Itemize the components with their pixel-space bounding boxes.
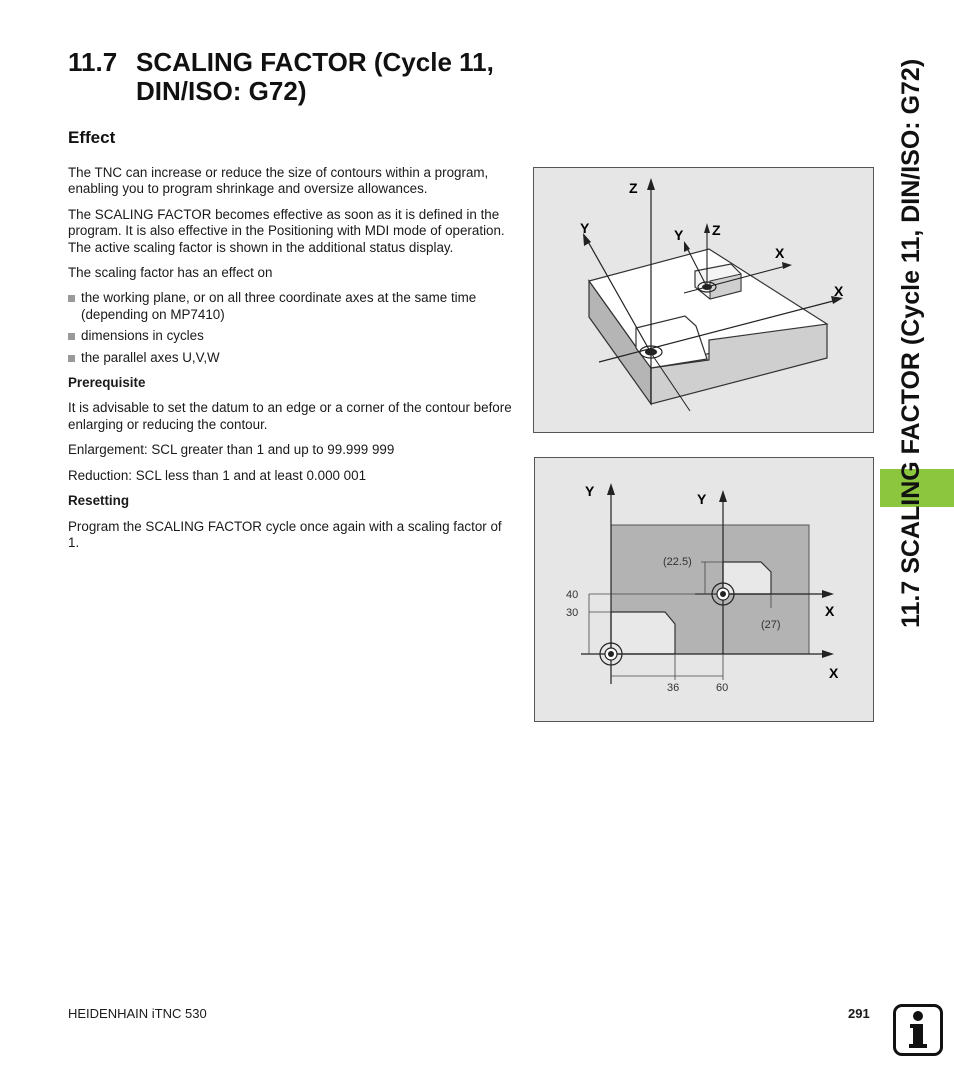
bullet-item [68,290,513,323]
info-glyph [896,1007,940,1053]
label-y-small: Y [697,491,707,507]
chapter-side-title: 11.7 SCALING FACTOR (Cycle 11, DIN/ISO: G72) [897,58,925,628]
x2-axis-arrow [822,590,834,598]
label-x: X [834,283,844,299]
label-x: X [829,665,839,681]
tick-label-30: 30 [566,607,579,619]
bullet-text: the working plane, or on all three coordinate axes at the same time (depending on MP7410) [81,290,477,322]
page-number: 291 [848,1006,870,1021]
label-y: Y [585,483,595,499]
z-axis-arrow [647,178,655,190]
paragraph: Program the SCALING FACTOR cycle once again with a scaling factor of 1. [68,518,502,550]
tick-label-60: 60 [716,682,729,694]
y2-axis-arrow [719,490,727,502]
paragraph: The SCALING FACTOR becomes effective as soon as it is defined in the program. It is also effective in the Positioning with MDI mode of operation. The active scaling factor is shown in the additional status display. [68,206,505,255]
subheading-prerequisite: Prerequisite [68,375,146,391]
bullet-item [68,350,513,366]
figure-2d-svg [535,458,873,721]
datum-center-scaled [720,591,726,597]
title-line-2: DIN/ISO: G72) [136,76,307,106]
small-z-arrow [704,223,710,233]
y-axis-arrow [607,483,615,495]
label-z-small: Z [712,222,721,238]
figure-3d-scaling [533,167,874,433]
body-text [68,165,513,560]
label-x-small: X [825,603,835,619]
bullet-square-icon [68,333,75,340]
tick-label-40: 40 [566,589,579,601]
page-title [68,48,538,106]
label-z: Z [629,180,638,196]
datum-center [608,651,614,657]
datum-center [645,349,657,356]
title-line-1: SCALING FACTOR (Cycle 11, [136,47,494,77]
footer-product: HEIDENHAIN iTNC 530 [68,1006,207,1021]
paragraph: The scaling factor has an effect on [68,265,273,281]
subheading-resetting: Resetting [68,493,130,509]
x-axis-arrow [822,650,834,658]
tick-label-36: 36 [667,682,680,694]
section-number: 11.7 [68,47,118,77]
label-y: Y [580,220,590,236]
bullet-square-icon [68,295,75,302]
figure-3d-svg [534,168,873,432]
label-x-small: X [775,245,785,261]
bullet-item [68,328,513,344]
small-y-arrow [684,241,690,252]
dim-label-22-5: (22.5) [663,556,692,568]
paragraph: It is advisable to set the datum to an edge or a corner of the contour before enlarging or reducing the contour. [68,400,512,432]
bullet-text: the parallel axes U,V,W [81,349,220,365]
small-x-arrow [782,262,792,269]
label-y-small: Y [674,227,684,243]
figure-2d-scaling [534,457,874,722]
dim-label-27: (27) [761,619,781,631]
paragraph: Enlargement: SCL greater than 1 and up to 99.999 999 [68,442,395,458]
paragraph: The TNC can increase or reduce the size of contours within a program, enabling you to program shrinkage and oversize allowances. [68,165,489,197]
bullet-text: dimensions in cycles [81,328,204,344]
paragraph: Reduction: SCL less than 1 and at least 0.000 001 [68,467,367,483]
section-heading: Effect [68,128,116,147]
scaled-contour [723,562,771,594]
datum-center-small [702,284,712,290]
info-icon [893,1004,943,1056]
bullet-square-icon [68,355,75,362]
